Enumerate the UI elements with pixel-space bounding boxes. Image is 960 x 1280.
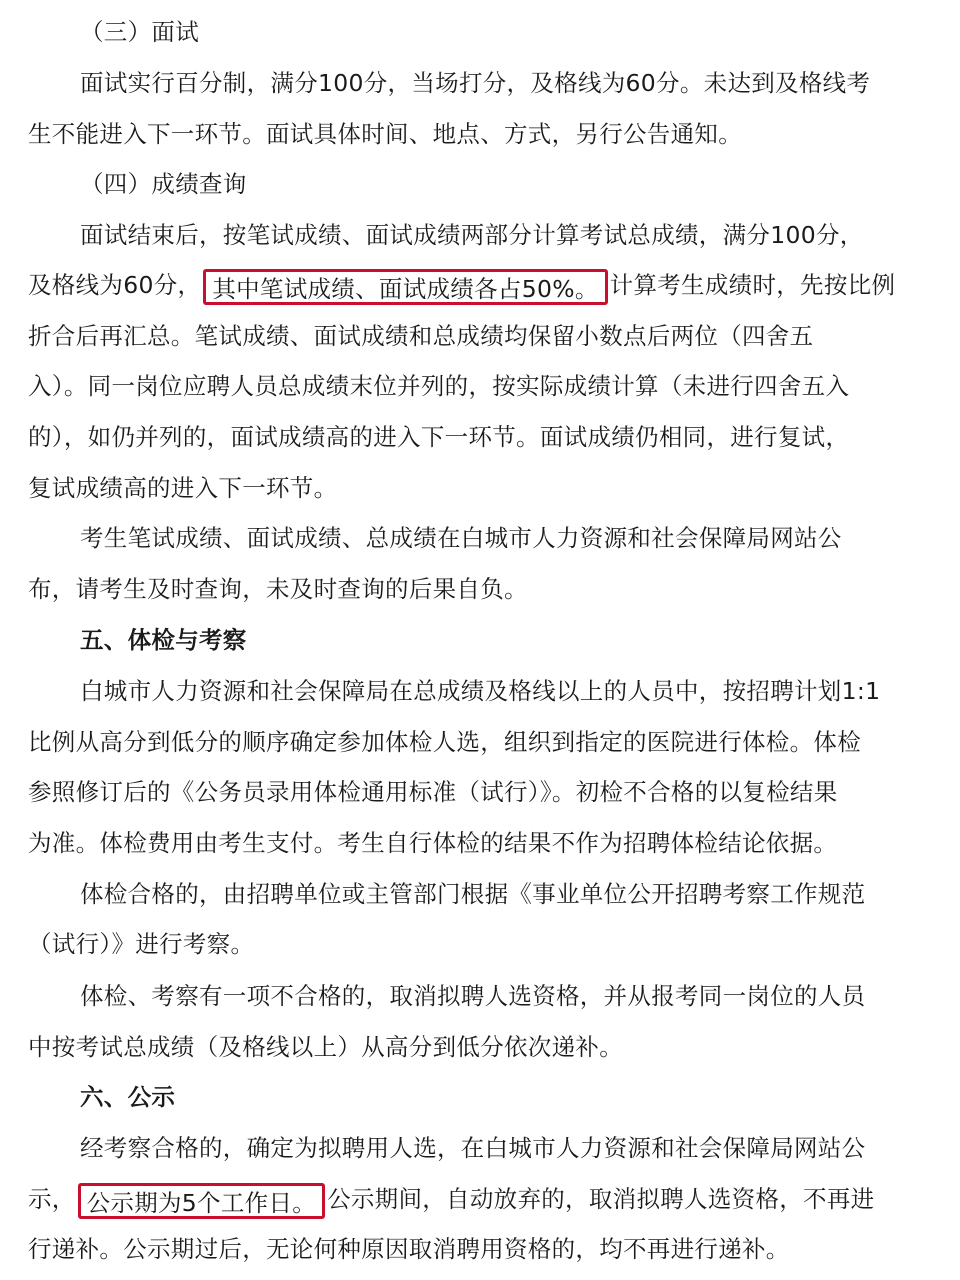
paragraph-line: 经考察合格的，确定为拟聘用人选，在白城市人力资源和社会保障局网站公 bbox=[80, 1134, 866, 1162]
paragraph-line: 为准。体检费用由考生支付。考生自行体检的结果不作为招聘体检结论依据。 bbox=[28, 829, 838, 857]
paragraph-line: 面试结束后，按笔试成绩、面试成绩两部分计算考试总成绩，满分100分， bbox=[80, 221, 864, 249]
paragraph-line: 参照修订后的《公务员录用体检通用标准（试行）》。初检不合格的以复检结果 bbox=[28, 778, 838, 806]
text-segment: 及格线为60分， bbox=[28, 271, 202, 299]
paragraph-line: 复试成绩高的进入下一环节。 bbox=[28, 474, 338, 502]
paragraph-line: 入）。同一岗位应聘人员总成绩末位并列的，按实际成绩计算（未进行四舍五入 bbox=[28, 372, 850, 400]
paragraph-line: 体检、考察有一项不合格的，取消拟聘人选资格，并从报考同一岗位的人员 bbox=[80, 982, 866, 1010]
paragraph-line: 体检合格的，由招聘单位或主管部门根据《事业单位公开招聘考察工作规范 bbox=[80, 880, 866, 908]
paragraph-line: 考生笔试成绩、面试成绩、总成绩在白城市人力资源和社会保障局网站公 bbox=[80, 524, 842, 552]
paragraph-line-with-highlight bbox=[28, 1179, 874, 1219]
paragraph-line: 比例从高分到低分的顺序确定参加体检人选，组织到指定的医院进行体检。体检 bbox=[28, 728, 861, 756]
subsection-heading-score-query: （四）成绩查询 bbox=[80, 170, 247, 198]
paragraph-line: 行递补。公示期过后，无论何种原因取消聘用资格的，均不再进行递补。 bbox=[28, 1235, 790, 1263]
text-segment: 示， bbox=[28, 1185, 76, 1213]
paragraph-line: 生不能进入下一环节。面试具体时间、地点、方式，另行公告通知。 bbox=[28, 120, 742, 148]
paragraph-line: 面试实行百分制，满分100分，当场打分，及格线为60分。未达到及格线考 bbox=[80, 69, 871, 97]
highlight-box-score-weight: 其中笔试成绩、面试成绩各占50%。 bbox=[203, 269, 607, 305]
paragraph-line: 中按考试总成绩（及格线以上）从高分到低分依次递补。 bbox=[28, 1033, 623, 1061]
section-heading-publicity: 六、公示 bbox=[80, 1083, 176, 1111]
highlight-box-publicity-period: 公示期为5个工作日。 bbox=[78, 1183, 325, 1219]
text-segment: 计算考生成绩时，先按比例 bbox=[609, 271, 896, 299]
subsection-heading-interview: （三）面试 bbox=[80, 18, 199, 46]
text-segment: 公示期间，自动放弃的，取消拟聘人选资格，不再进 bbox=[327, 1185, 875, 1213]
paragraph-line-with-highlight bbox=[28, 265, 895, 305]
paragraph-line: 的），如仍并列的，面试成绩高的进入下一环节。面试成绩仍相同，进行复试， bbox=[28, 423, 850, 451]
paragraph-line: 布，请考生及时查询，未及时查询的后果自负。 bbox=[28, 575, 528, 603]
paragraph-line: 白城市人力资源和社会保障局在总成绩及格线以上的人员中，按招聘计划1:1 bbox=[80, 677, 881, 705]
paragraph-line: （试行）》进行考察。 bbox=[28, 930, 255, 958]
paragraph-line: 折合后再汇总。笔试成绩、面试成绩和总成绩均保留小数点后两位（四舍五 bbox=[28, 322, 814, 350]
section-heading-physical-exam: 五、体检与考察 bbox=[80, 626, 247, 654]
